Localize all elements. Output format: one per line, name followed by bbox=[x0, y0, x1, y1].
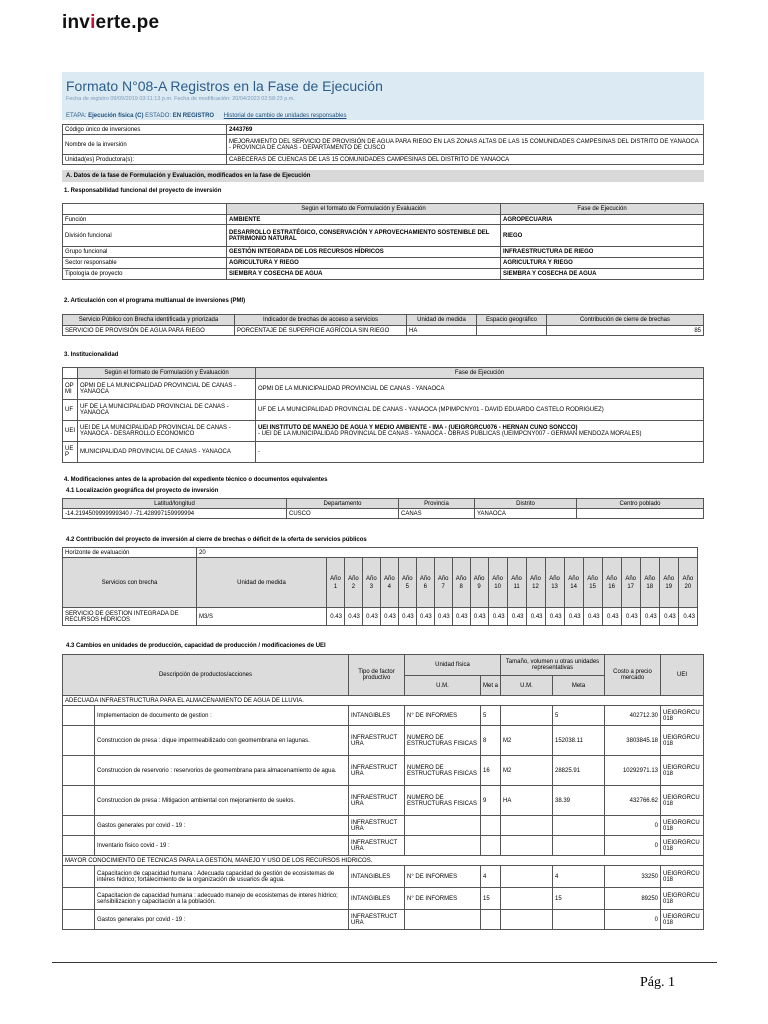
section-4-2-title: 4.2 Contribución del proyecto de inversión al cierre de brechas o déficit de la oferta de servicios públicos bbox=[66, 537, 367, 543]
prod-header-uei: UEI bbox=[661, 655, 704, 696]
loc-cell: -14.2194509999999340 / -71.428997159999994 bbox=[63, 509, 287, 519]
s2-cell bbox=[477, 326, 547, 336]
prod-tipo: INFRAESTRUCT URA bbox=[349, 726, 405, 756]
prod-um2 bbox=[501, 866, 553, 888]
prod-meta: 16 bbox=[481, 756, 501, 786]
loc-header: Provincia bbox=[399, 499, 475, 509]
s3-fe: OPMI DE LA MUNICIPALIDAD PROVINCIAL DE CANAS - YANAOCA bbox=[78, 379, 256, 400]
s2-cell: HA bbox=[407, 326, 477, 336]
year-header: Año 4 bbox=[380, 558, 398, 608]
info-label: Nombre de la inversión bbox=[63, 135, 227, 155]
prod-uei: UEIGRGRCU 018 bbox=[661, 888, 704, 910]
prod-um bbox=[405, 836, 481, 856]
s1-label: Función bbox=[63, 215, 227, 225]
service-value: 0.43 bbox=[564, 608, 583, 626]
section-4-title: 4. Modificaciones antes de la aprobación del expediente técnico o documentos equivalentes bbox=[64, 477, 328, 483]
s1-ej: RIEGO bbox=[501, 225, 704, 247]
prod-tipo: INFRAESTRUCT URA bbox=[349, 910, 405, 930]
group-row: ADECUADA INFRAESTRUCTURA PARA EL ALMACENAMIENTO DE AGUA DE LLUVIA. bbox=[63, 696, 704, 706]
service-value: 0.43 bbox=[659, 608, 678, 626]
s1-col1-header: Según el formato de Formulación y Evaluación bbox=[227, 204, 501, 215]
prod-desc: Gastos generales por covid - 19 : bbox=[95, 910, 349, 930]
prod-um: N° DE INFORMES bbox=[405, 706, 481, 726]
horizonte-value: 20 bbox=[197, 548, 698, 558]
row-spacer bbox=[63, 706, 95, 726]
s2-header: Indicador de brechas de acceso a servicios bbox=[235, 315, 407, 326]
prod-meta: 15 bbox=[481, 888, 501, 910]
s2-header: Espacio geográfico bbox=[477, 315, 547, 326]
prod-uei: UEIGRGRCU 018 bbox=[661, 726, 704, 756]
section-a-band: A. Datos de la fase de Formulación y Evaluación, modificados en la fase de Ejecución bbox=[62, 170, 704, 182]
section-2-title: 2. Articulación con el programa multianual de inversiones (PMI) bbox=[64, 298, 246, 304]
prod-meta2 bbox=[553, 816, 605, 836]
etapa-line: ETAPA: Ejecución física (C) ESTADO: EN REGISTRO Historial de cambio de unidades responsables bbox=[66, 113, 347, 119]
prod-tipo: INTANGIBLES bbox=[349, 888, 405, 910]
s3-corner bbox=[63, 368, 78, 379]
service-value: 0.43 bbox=[621, 608, 640, 626]
prod-um2 bbox=[501, 706, 553, 726]
s1-ej: AGRICULTURA Y RIEGO bbox=[501, 258, 704, 269]
loc-table bbox=[62, 498, 704, 519]
section-3-title: 3. Institucionalidad bbox=[64, 352, 119, 358]
prod-costo: 10292971.13 bbox=[605, 756, 661, 786]
year-header: Año 6 bbox=[416, 558, 434, 608]
row-spacer bbox=[63, 786, 95, 816]
section-1-title: 1. Responsabilidad funcional del proyecto de inversión bbox=[64, 188, 222, 194]
year-header: Año 5 bbox=[398, 558, 416, 608]
prod-desc: Construccion de presa : Mitigacion ambiental con mejoramiento de suelos. bbox=[95, 786, 349, 816]
s1-fe: SIEMBRA Y COSECHA DE AGUA bbox=[227, 269, 501, 280]
prod-um2: M2 bbox=[501, 726, 553, 756]
prod-costo: 0 bbox=[605, 816, 661, 836]
prod-uei: UEIGRGRCU 018 bbox=[661, 786, 704, 816]
prod-tipo: INFRAESTRUCT URA bbox=[349, 816, 405, 836]
s2-cell: PORCENTAJE DE SUPERFICIE AGRÍCOLA SIN RIEGO bbox=[235, 326, 407, 336]
s3-ej-line2: - UEI DE LA MUNICIPALIDAD PROVINCIAL DE CANAS - YANAOCA - OBRAS PUBLICAS (UEIMPCNY007 - GERMAN MENDOZA MORALES) bbox=[258, 431, 642, 437]
prod-meta2: 15 bbox=[553, 888, 605, 910]
prod-costo: 402712.30 bbox=[605, 706, 661, 726]
prod-meta2: 4 bbox=[553, 866, 605, 888]
row-spacer bbox=[63, 910, 95, 930]
prod-meta: 8 bbox=[481, 726, 501, 756]
prod-costo: 432766.62 bbox=[605, 786, 661, 816]
s1-fe: AGRICULTURA Y RIEGO bbox=[227, 258, 501, 269]
prod-meta2 bbox=[553, 836, 605, 856]
historial-link[interactable]: Historial de cambio de unidades responsables bbox=[223, 113, 347, 119]
prod-tipo: INFRAESTRUCT URA bbox=[349, 756, 405, 786]
info-label: Unidad(es) Productora(s): bbox=[63, 155, 227, 165]
year-header: Año 10 bbox=[488, 558, 507, 608]
year-header: Año 12 bbox=[526, 558, 545, 608]
prod-uei: UEIGRGRCU 018 bbox=[661, 910, 704, 930]
inviertepe-logo: invierte.pe bbox=[62, 12, 160, 33]
prod-tipo: INFRAESTRUCT URA bbox=[349, 786, 405, 816]
info-label: Código único de inversiones bbox=[63, 125, 227, 135]
prod-header-meta2: Meta bbox=[553, 676, 605, 696]
year-header: Año 7 bbox=[434, 558, 452, 608]
prod-meta: 4 bbox=[481, 866, 501, 888]
year-header: Año 16 bbox=[602, 558, 621, 608]
service-value: 0.43 bbox=[470, 608, 488, 626]
info-table bbox=[62, 124, 704, 165]
s3-col2-header: Fase de Ejecución bbox=[256, 368, 704, 379]
brechas-table bbox=[62, 547, 698, 626]
row-spacer bbox=[63, 888, 95, 910]
prod-um2 bbox=[501, 816, 553, 836]
s3-ej bbox=[256, 421, 704, 442]
page-number: Pág. 1 bbox=[640, 975, 675, 990]
prod-costo: 0 bbox=[605, 836, 661, 856]
info-value: MEJORAMIENTO DEL SERVICIO DE PROVISIÓN DE AGUA PARA RIEGO EN LAS ZONAS ALTAS DE LAS 15 COMUNIDADES CAMPESINAS DEL DISTRITO DE YANAOCA - PROVINCIA DE CANAS - DEPARTAMENTO DE CUSCO bbox=[227, 135, 704, 155]
year-header: Año 15 bbox=[583, 558, 602, 608]
s2-cell: SERVICIO DE PROVISIÓN DE AGUA PARA RIEGO bbox=[63, 326, 235, 336]
prod-um: N° DE INFORMES bbox=[405, 888, 481, 910]
prod-uei: UEIGRGRCU 018 bbox=[661, 756, 704, 786]
s3-label: UF bbox=[63, 400, 78, 421]
prod-tipo: INTANGIBLES bbox=[349, 866, 405, 888]
prod-um2 bbox=[501, 888, 553, 910]
s3-fe: MUNICIPALIDAD PROVINCIAL DE CANAS - YANAOCA bbox=[78, 442, 256, 463]
year-header: Año 11 bbox=[507, 558, 526, 608]
page-title: Formato N°08-A Registros en la Fase de Ejecución bbox=[66, 78, 383, 94]
s3-col1-header: Según el formato de Formulación y Evaluación bbox=[78, 368, 256, 379]
prod-meta2: 152038.11 bbox=[553, 726, 605, 756]
row-spacer bbox=[63, 726, 95, 756]
service-value: 0.43 bbox=[507, 608, 526, 626]
prod-meta bbox=[481, 836, 501, 856]
prod-um bbox=[405, 816, 481, 836]
s3-ej: OPMI DE LA MUNICIPALIDAD PROVINCIAL DE CANAS - YANAOCA bbox=[256, 379, 704, 400]
prod-header-desc: Descripción de productos/acciones bbox=[63, 655, 349, 696]
s3-label: OP MI bbox=[63, 379, 78, 400]
s1-label: División funcional bbox=[63, 225, 227, 247]
s3-ej: UF DE LA MUNICIPALIDAD PROVINCIAL DE CANAS - YANAOCA (MPIMPCNY01 - DAVID EDUARDO CASTELO RODRIGUEZ) bbox=[256, 400, 704, 421]
service-value: 0.43 bbox=[602, 608, 621, 626]
prod-costo: 3803845.18 bbox=[605, 726, 661, 756]
prod-desc: Capacitacion de capacidad humana : Adecuada capacidad de gestión de ecosistemas de interes hidrico; fortalecimiento de la organización de usuarios de agua. bbox=[95, 866, 349, 888]
prod-uei: UEIGRGRCU 018 bbox=[661, 836, 704, 856]
prod-costo: 0 bbox=[605, 910, 661, 930]
s3-ej: - bbox=[256, 442, 704, 463]
year-header: Año 20 bbox=[678, 558, 697, 608]
s1-corner bbox=[63, 204, 227, 215]
prod-meta2: 5 bbox=[553, 706, 605, 726]
year-header: Año 2 bbox=[344, 558, 362, 608]
s1-fe: DESARROLLO ESTRATÉGICO, CONSERVACIÓN Y APROVECHAMIENTO SOSTENIBLE DEL PATRIMONIO NATURAL bbox=[227, 225, 501, 247]
prod-um: N° DE INFORMES bbox=[405, 866, 481, 888]
products-table bbox=[62, 654, 704, 930]
s2-header: Servicio Público con Brecha identificada y priorizada bbox=[63, 315, 235, 326]
prod-desc: Inventario fisico covid - 19 : bbox=[95, 836, 349, 856]
prod-header-um2: U.M. bbox=[501, 676, 553, 696]
service-value: 0.43 bbox=[583, 608, 602, 626]
prod-um2: HA bbox=[501, 786, 553, 816]
year-header: Año 1 bbox=[327, 558, 345, 608]
year-header: Año 19 bbox=[659, 558, 678, 608]
s1-col2-header: Fase de Ejecución bbox=[501, 204, 704, 215]
service-name: SERVICIO DE GESTION INTEGRADA DE RECURSOS HÍDRICOS bbox=[63, 608, 197, 626]
row-spacer bbox=[63, 756, 95, 786]
prod-header-tamano: Tamaño, volumen u otras unidades representativas bbox=[501, 655, 605, 676]
prod-um2 bbox=[501, 910, 553, 930]
prod-header-um: U.M. bbox=[405, 676, 481, 696]
service-value: 0.43 bbox=[640, 608, 659, 626]
service-value: 0.43 bbox=[678, 608, 697, 626]
loc-cell: YANAOCA bbox=[475, 509, 577, 519]
s1-fe: GESTIÓN INTEGRADA DE LOS RECURSOS HÍDRICOS bbox=[227, 247, 501, 258]
prod-desc: Capacitacion de capacidad humana : adecuado manejo de ecosistemas de interes hídrico; sensibilizacion y capacitación a la población. bbox=[95, 888, 349, 910]
loc-cell: CANAS bbox=[399, 509, 475, 519]
year-header: Año 17 bbox=[621, 558, 640, 608]
prod-meta2: 38.39 bbox=[553, 786, 605, 816]
s1-ej: SIEMBRA Y COSECHA DE AGUA bbox=[501, 269, 704, 280]
s1-label: Tipología de proyecto bbox=[63, 269, 227, 280]
prod-uei: UEIGRGRCU 018 bbox=[661, 866, 704, 888]
s2-cell: 85 bbox=[547, 326, 704, 336]
prod-um2 bbox=[501, 836, 553, 856]
s2-table bbox=[62, 314, 704, 336]
prod-costo: 89250 bbox=[605, 888, 661, 910]
info-value: CABECERAS DE CUENCAS DE LAS 15 COMUNIDADES CAMPESINAS DEL DISTRITO DE YANAOCA bbox=[227, 155, 704, 165]
s3-label: UEI bbox=[63, 421, 78, 442]
prod-desc: Construccion de reservorio : reservorios de geomembrana para almacenamiento de agua. bbox=[95, 756, 349, 786]
loc-header: Distrito bbox=[475, 499, 577, 509]
prod-um: NUMERO DE ESTRUCTURAS FISICAS bbox=[405, 726, 481, 756]
s2-header: Contribución de cierre de brechas bbox=[547, 315, 704, 326]
section-4-3-title: 4.3 Cambios en unidades de producción, capacidad de producción / modificaciones de UEI bbox=[66, 643, 326, 649]
s1-table bbox=[62, 203, 704, 280]
loc-cell bbox=[577, 509, 704, 519]
service-value: 0.43 bbox=[434, 608, 452, 626]
prod-meta: 9 bbox=[481, 786, 501, 816]
s3-fe: UEI DE LA MUNICIPALIDAD PROVINCIAL DE CANAS - YANAOCA - DESARROLLO ECONOMICO bbox=[78, 421, 256, 442]
footer-rule bbox=[52, 962, 717, 963]
service-value: 0.43 bbox=[398, 608, 416, 626]
loc-cell: CUSCO bbox=[287, 509, 399, 519]
service-value: 0.43 bbox=[452, 608, 470, 626]
prod-header-meta: Met a bbox=[481, 676, 501, 696]
prod-um: NUMERO DE ESTRUCTURAS FISICAS bbox=[405, 756, 481, 786]
year-header: Año 18 bbox=[640, 558, 659, 608]
prod-meta: 5 bbox=[481, 706, 501, 726]
prod-meta2 bbox=[553, 910, 605, 930]
row-spacer bbox=[63, 866, 95, 888]
service-value: 0.43 bbox=[545, 608, 564, 626]
prod-desc: Construccion de presa : dique impermeabilizado con geomembrana en lagunas. bbox=[95, 726, 349, 756]
prod-uei: UEIGRGRCU 018 bbox=[661, 816, 704, 836]
prod-uei: UEIGRGRCU 018 bbox=[661, 706, 704, 726]
prod-tipo: INTANGIBLES bbox=[349, 706, 405, 726]
service-value: 0.43 bbox=[380, 608, 398, 626]
service-value: 0.43 bbox=[526, 608, 545, 626]
loc-header: Latitud/longitud bbox=[63, 499, 287, 509]
s1-fe: AMBIENTE bbox=[227, 215, 501, 225]
year-header: Año 3 bbox=[362, 558, 380, 608]
serv-header: Servicios con brecha bbox=[63, 558, 197, 608]
year-header: Año 13 bbox=[545, 558, 564, 608]
loc-header: Centro poblado bbox=[577, 499, 704, 509]
s1-ej: AGROPECUARIA bbox=[501, 215, 704, 225]
prod-header-unidad: Unidad física bbox=[405, 655, 501, 676]
service-value: 0.43 bbox=[344, 608, 362, 626]
loc-header: Departamento bbox=[287, 499, 399, 509]
service-um: M3/S bbox=[197, 608, 327, 626]
row-spacer bbox=[63, 836, 95, 856]
prod-meta2: 28825.91 bbox=[553, 756, 605, 786]
s1-label: Sector responsable bbox=[63, 258, 227, 269]
prod-desc: Gastos generales por covid - 19 : bbox=[95, 816, 349, 836]
group-row: MAYOR CONOCIMIENTO DE TECNICAS PARA LA GESTION, MANEJO Y USO DE LOS RECURSOS HIDRICOS. bbox=[63, 856, 704, 866]
row-spacer bbox=[63, 816, 95, 836]
service-value: 0.43 bbox=[362, 608, 380, 626]
prod-costo: 33250 bbox=[605, 866, 661, 888]
service-value: 0.43 bbox=[327, 608, 345, 626]
prod-meta bbox=[481, 816, 501, 836]
s2-header: Unidad de medida bbox=[407, 315, 477, 326]
s3-fe: UF DE LA MUNICIPALIDAD PROVINCIAL DE CANAS - YANAOCA bbox=[78, 400, 256, 421]
prod-header-costo: Costo a precio mercado bbox=[605, 655, 661, 696]
s1-ej: INFRAESTRUCTURA DE RIEGO bbox=[501, 247, 704, 258]
s1-label: Grupo funcional bbox=[63, 247, 227, 258]
prod-meta bbox=[481, 910, 501, 930]
section-4-1-title: 4.1 Localización geográfica del proyecto de inversión bbox=[66, 488, 219, 494]
horizonte-label: Horizonte de evaluación bbox=[63, 548, 197, 558]
prod-um bbox=[405, 910, 481, 930]
year-header: Año 9 bbox=[470, 558, 488, 608]
service-value: 0.43 bbox=[488, 608, 507, 626]
info-value: 2443769 bbox=[227, 125, 704, 135]
um-header: Unidad de medida bbox=[197, 558, 327, 608]
prod-um: NUMERO DE ESTRUCTURAS FISICAS bbox=[405, 786, 481, 816]
prod-desc: Implementacion de documento de gestion : bbox=[95, 706, 349, 726]
record-dates: Fecha de registro 09/09/2019 03:11:13 p.m. Fecha de modificación: 20/04/2023 02:58:23 p.m. bbox=[66, 96, 295, 102]
s3-ej-line1: UEI INSTITUTO DE MANEJO DE AGUA Y MEDIO AMBIENTE - IMA - (UEIGRGRCU076 - HERNAN CUNO SONCCO) bbox=[258, 425, 578, 431]
s3-table bbox=[62, 367, 704, 463]
service-value: 0.43 bbox=[416, 608, 434, 626]
s3-label: UE P bbox=[63, 442, 78, 463]
year-header: Año 8 bbox=[452, 558, 470, 608]
prod-header-tipo: Tipo de factor productivo bbox=[349, 655, 405, 696]
year-header: Año 14 bbox=[564, 558, 583, 608]
prod-tipo: INFRAESTRUCT URA bbox=[349, 836, 405, 856]
prod-um2: M2 bbox=[501, 756, 553, 786]
